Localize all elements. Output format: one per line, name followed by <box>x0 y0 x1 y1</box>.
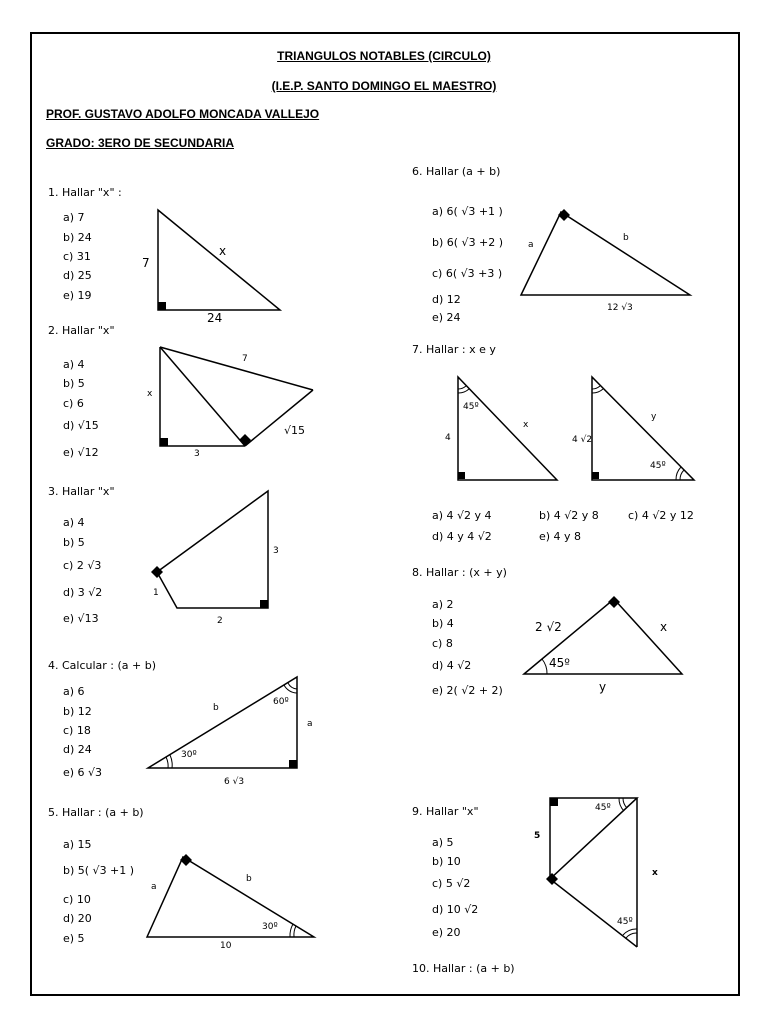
problem-7-label-t2-left: 4 √2 <box>572 435 593 445</box>
problem-4-option-e: e) 6 √3 <box>63 766 103 779</box>
problem-1-option-c: c) 31 <box>63 250 91 263</box>
problem-6-option-b: b) 6( √3 +2 ) <box>432 236 504 249</box>
problem-5-label-left: a <box>151 882 157 892</box>
problem-3-option-c: c) 2 √3 <box>63 559 102 572</box>
problem-9-label-right: x <box>652 868 658 878</box>
problem-3-label-left: 1 <box>153 588 159 598</box>
problem-8-option-b: b) 4 <box>432 617 454 630</box>
problem-7-title: 7. Hallar : x e y <box>412 343 496 356</box>
problem-9-option-a: a) 5 <box>432 836 454 849</box>
problem-6-label-bottom: 12 √3 <box>607 303 633 313</box>
problem-3-label-right: 3 <box>273 546 279 556</box>
problem-4-option-c: c) 18 <box>63 724 91 737</box>
problem-9-option-c: c) 5 √2 <box>432 877 471 890</box>
problem-4-label-bottom: 6 √3 <box>224 777 245 787</box>
problem-1-option-e: e) 19 <box>63 289 92 302</box>
problem-7-option-d: d) 4 y 4 √2 <box>432 530 492 543</box>
problem-7-label-t1-hyp: x <box>523 420 529 430</box>
problem-7-option-c: c) 4 √2 y 12 <box>628 509 694 522</box>
problem-1-label-bottom: 24 <box>207 311 223 325</box>
problem-4-option-b: b) 12 <box>63 705 92 718</box>
problem-1-label-left: 7 <box>142 256 150 270</box>
problem-5-option-d: d) 20 <box>63 912 92 925</box>
problem-2-option-e: e) √12 <box>63 446 99 459</box>
problem-1-option-d: d) 25 <box>63 269 92 282</box>
problem-2-option-b: b) 5 <box>63 377 85 390</box>
problem-4-option-a: a) 6 <box>63 685 85 698</box>
problem-8-title: 8. Hallar : (x + y) <box>412 566 507 579</box>
problem-8-label-left: 2 √2 <box>535 620 562 634</box>
problem-2-label-right: √15 <box>284 424 306 437</box>
page-title: TRIANGULOS NOTABLES (CIRCULO) <box>277 49 491 63</box>
problem-7-option-a: a) 4 √2 y 4 <box>432 509 492 522</box>
grade-label: GRADO: 3ERO DE SECUNDARIA <box>46 136 235 150</box>
problem-7-option-b: b) 4 √2 y 8 <box>539 509 599 522</box>
problem-5-label-angle: 30º <box>262 922 278 932</box>
problem-2-label-top: 7 <box>242 354 248 364</box>
problem-1-label-hyp: x <box>219 244 227 258</box>
problem-10-title: 10. Hallar : (a + b) <box>412 962 515 975</box>
problem-6-option-c: c) 6( √3 +3 ) <box>432 267 503 280</box>
problem-2-option-a: a) 4 <box>63 358 85 371</box>
problem-6-title: 6. Hallar (a + b) <box>412 165 501 178</box>
problem-3-option-d: d) 3 √2 <box>63 586 103 599</box>
problem-9-label-top-angle: 45º <box>595 803 611 813</box>
problem-2-option-d: d) √15 <box>63 419 99 432</box>
problem-7-label-t2-angle: 45º <box>650 461 666 471</box>
problem-4-label-right: a <box>307 719 313 729</box>
problem-3-option-e: e) √13 <box>63 612 99 625</box>
problem-7-label-t1-angle: 45º <box>463 402 479 412</box>
problem-5-title: 5. Hallar : (a + b) <box>48 806 144 819</box>
problem-6-option-d: d) 12 <box>432 293 461 306</box>
problem-9-option-d: d) 10 √2 <box>432 903 479 916</box>
problem-2-label-bottom: 3 <box>194 449 200 459</box>
problem-9-label-left: 5 <box>534 831 541 841</box>
problem-5-option-e: e) 5 <box>63 932 85 945</box>
problem-1-option-b: b) 24 <box>63 231 92 244</box>
problem-1-title: 1. Hallar "x" : <box>48 186 122 199</box>
problem-8-option-c: c) 8 <box>432 637 453 650</box>
problem-4-label-top-angle: 60º <box>273 697 289 707</box>
problem-5-option-a: a) 15 <box>63 838 92 851</box>
problem-8-label-angle: 45º <box>549 656 570 670</box>
problem-3-label-bottom: 2 <box>217 616 223 626</box>
problem-6-label-left: a <box>528 240 534 250</box>
problem-8-option-a: a) 2 <box>432 598 454 611</box>
problem-4-label-left-angle: 30º <box>181 750 197 760</box>
problem-6-option-e: e) 24 <box>432 311 461 324</box>
problem-8-label-bottom: y <box>599 680 607 694</box>
school-name: (I.E.P. SANTO DOMINGO EL MAESTRO) <box>271 79 497 93</box>
problem-2-title: 2. Hallar "x" <box>48 324 115 337</box>
problem-9-title: 9. Hallar "x" <box>412 805 479 818</box>
problem-6-option-a: a) 6( √3 +1 ) <box>432 205 503 218</box>
problem-5-label-right: b <box>246 874 252 884</box>
problem-3-title: 3. Hallar "x" <box>48 485 115 498</box>
problem-5-option-c: c) 10 <box>63 893 91 906</box>
problem-5-label-bottom: 10 <box>220 941 232 951</box>
teacher-name: PROF. GUSTAVO ADOLFO MONCADA VALLEJO <box>46 107 320 121</box>
problem-2-label-left: x <box>147 389 153 399</box>
problem-8-option-e: e) 2( √2 + 2) <box>432 684 503 697</box>
problem-8-option-d: d) 4 √2 <box>432 659 472 672</box>
problem-1-option-a: a) 7 <box>63 211 85 224</box>
problem-6-label-right: b <box>623 233 629 243</box>
problem-5-option-b: b) 5( √3 +1 ) <box>63 864 135 877</box>
problem-9-option-e: e) 20 <box>432 926 461 939</box>
problem-4-option-d: d) 24 <box>63 743 92 756</box>
problem-7-label-t2-hyp: y <box>651 412 657 422</box>
problem-4-label-hyp: b <box>213 703 219 713</box>
problem-9-label-bottom-angle: 45º <box>617 917 633 927</box>
problem-7-option-e: e) 4 y 8 <box>539 530 582 543</box>
problem-4-title: 4. Calcular : (a + b) <box>48 659 157 672</box>
problem-8-label-right: x <box>660 620 668 634</box>
problem-3-option-b: b) 5 <box>63 536 85 549</box>
problem-7-label-t1-left: 4 <box>445 433 451 443</box>
problem-9-option-b: b) 10 <box>432 855 461 868</box>
problem-3-option-a: a) 4 <box>63 516 85 529</box>
problem-2-option-c: c) 6 <box>63 397 84 410</box>
